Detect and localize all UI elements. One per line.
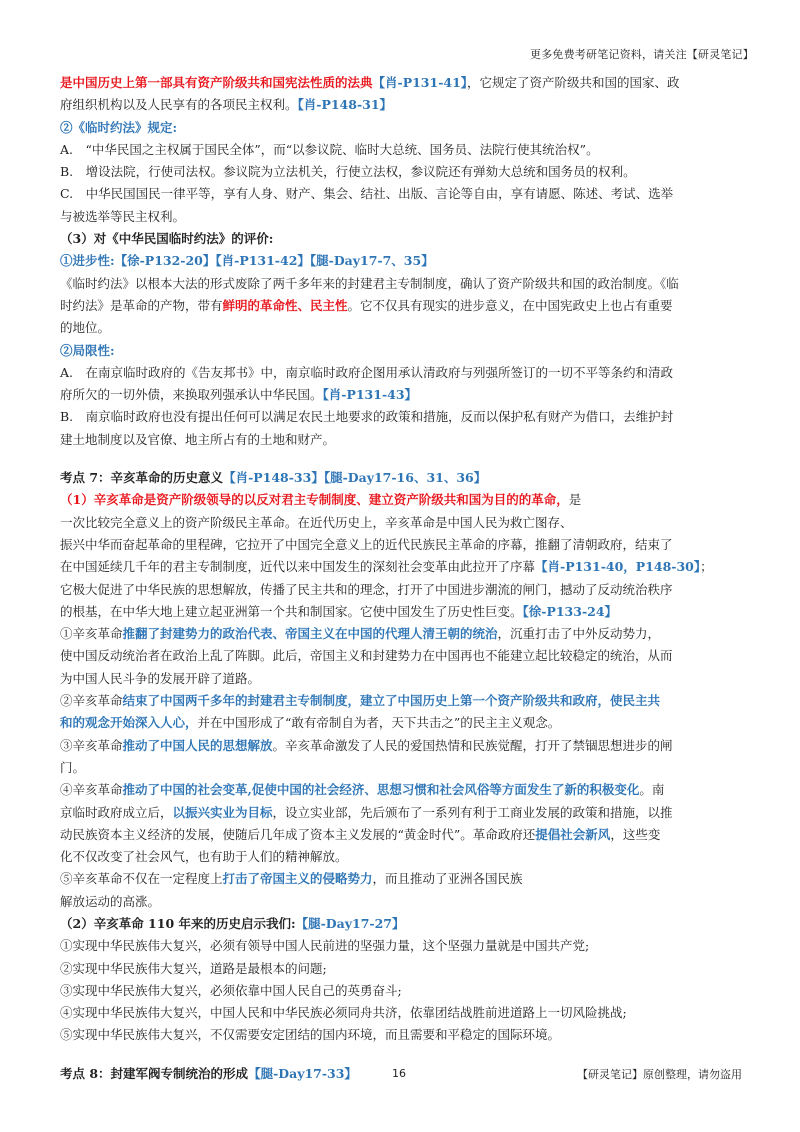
text-run: 门。 — [60, 759, 86, 775]
text-run: 一次比较完全意义上的资产阶级民主革命。在近代历史上，辛亥革命是中国人民为救亡图存、 — [60, 514, 573, 530]
text-run: 考点 8：封建军阀专制统治的形成 — [60, 1065, 249, 1081]
text-line — [60, 161, 746, 183]
text-run: 动民族资本主义经济的发展，使随后几年成了资本主义发展的“黄金时代”。革命政府还 — [60, 826, 536, 842]
text-run: 【肖-P148-33】【腿-Day17-16、31、36】 — [223, 470, 487, 486]
text-line — [60, 94, 746, 116]
text-line — [60, 958, 746, 980]
text-run: ，沉重打击了中外反动势力， — [497, 626, 661, 642]
text-line — [60, 534, 746, 556]
text-run: ④辛亥革命 — [60, 782, 123, 798]
text-line — [60, 913, 746, 935]
text-run: 化不仅改变了社会风气，也有助于人们的精神解放。 — [60, 849, 348, 865]
text-run: 是 — [568, 492, 582, 508]
text-run: A. “中华民国之主权属于国民全体”，而“以参议院、临时大总统、国务员、法院行使其统治权”。 — [60, 141, 599, 157]
text-run: 《临时约法》以根本大法的形式废除了两千多年来的封建君主专制制度，确认了资产阶级共和国的政治制度。《临 — [60, 275, 679, 291]
text-line — [60, 273, 746, 295]
text-line — [60, 340, 746, 362]
text-line — [60, 980, 746, 1002]
text-run: ③实现中华民族伟大复兴，必须依靠中国人民自己的英勇奋斗; — [60, 982, 402, 998]
text-run: 【肖-P131-43】 — [322, 387, 418, 403]
text-run: 提倡社会新风 — [535, 826, 611, 842]
text-line — [60, 735, 746, 757]
text-line — [60, 206, 746, 228]
text-run: 并在中国形成了“敢有帝制自为者，天下共击之”的民主主义观念。 — [197, 715, 561, 731]
text-run: 【腿-Day17-27】 — [295, 915, 405, 931]
text-run: 为中国人民斗争的发展开辟了道路。 — [60, 670, 261, 686]
text-run: 。它不仅具有现实的进步意义，在中国宪政史上也占有重要 — [347, 297, 673, 313]
text-run: （1）辛亥革命是资产阶级领导的以反对君主专制制度、建立资产阶级共和国为目的的革命， — [60, 492, 569, 508]
text-line — [60, 891, 746, 913]
text-line — [60, 779, 746, 801]
text-line — [60, 467, 746, 489]
text-line — [60, 228, 746, 250]
text-line — [60, 384, 746, 406]
text-run: ①实现中华民族伟大复兴，必须有领导中国人民前进的坚强力量，这个坚强力量就是中国共产党; — [60, 938, 590, 954]
text-run: 的地位。 — [60, 320, 111, 336]
text-run: 【腿-Day17-33】 — [248, 1065, 357, 1081]
text-line — [60, 556, 746, 578]
text-run: 【徐-P133-24】 — [522, 603, 618, 619]
text-line — [60, 1024, 746, 1046]
text-run: 。南 — [639, 782, 665, 798]
text-run: ，它规定了资产阶级共和国的国家、政 — [467, 75, 680, 90]
text-run: 【肖-P131-40，P148-30】 — [535, 559, 701, 575]
text-run: ①辛亥革命 — [60, 626, 123, 642]
text-run: ④实现中华民族伟大复兴，中国人民和中华民族必须同舟共济，依靠团结战胜前进道路上一切风险挑战; — [60, 1005, 627, 1021]
text-run: 建土地制度以及官僚、地主所占有的土地和财产。 — [60, 431, 336, 447]
text-run: 考点 7：辛亥革命的历史意义 — [60, 470, 224, 486]
text-run: 【肖-P148-31】 — [297, 97, 393, 113]
page-number: 16 — [392, 1067, 406, 1080]
page-body — [60, 72, 746, 1085]
text-run: 解放运动的高涨。 — [60, 893, 161, 909]
text-line — [60, 429, 746, 451]
text-run: ②实现中华民族伟大复兴，道路是最根本的问题; — [60, 960, 327, 976]
text-run: ③辛亥革命 — [60, 737, 123, 753]
text-line — [60, 757, 746, 779]
text-line — [60, 935, 746, 957]
text-run: 京临时政府成立后， — [60, 804, 173, 820]
text-line — [60, 668, 746, 690]
text-line — [60, 601, 746, 623]
text-run: ①进步性:【徐-P132-20】【肖-P131-42】【腿-Day17-7、35】 — [60, 253, 434, 269]
text-run: ②《临时约法》规定: — [60, 119, 178, 135]
text-run: B. 南京临时政府也没有提出任何可以满足农民土地要求的政策和措施，反而以保护私有财产为借口，去维护封 — [60, 409, 674, 425]
text-run: C. 中华民国国民一律平等，享有人身、财产、集会、结社、出版、言论等自由，享有请愿、陈述、考试、选举 — [60, 186, 674, 202]
text-line — [60, 489, 746, 511]
text-run: 推动了中国的社会变革,促使中国的社会经济、思想习惯和社会风俗等方面发生了新的积极变化 — [122, 782, 640, 798]
text-run: A. 在南京临时政府的《告友邦书》中，南京临时政府企图用承认清政府与列强所签订的一切不平等条约和清政 — [60, 364, 674, 380]
text-run: 使中国反动统治者在政治上乱了阵脚。此后，帝国主义和封建势力在中国再也不能建立起比较稳定的统治，从而 — [60, 648, 673, 664]
text-run: 。辛亥革命激发了人民的爱国热情和民族觉醒，打开了禁锢思想进步的闸 — [272, 737, 673, 753]
text-line — [60, 579, 746, 601]
text-run: 【肖-P131-41】 — [372, 75, 468, 90]
text-line — [60, 512, 746, 534]
text-line — [60, 824, 746, 846]
text-line — [60, 295, 746, 317]
text-run: 的根基，在中华大地上建立起亚洲第一个共和制国家。它使中国发生了历史性巨变。 — [60, 603, 523, 619]
text-run: ⑤实现中华民族伟大复兴，不仅需要安定团结的国内环境，而且需要和平稳定的国际环境。 — [60, 1027, 561, 1043]
text-run: ②局限性: — [60, 342, 115, 358]
text-run: 它极大促进了中华民族的思想解放，传播了民主共和的理念，打开了中国进步潮流的闸门，撼动了反动统治秩序 — [60, 581, 673, 597]
footer-note: 【研灵笔记】原创整理，请勿盗用 — [577, 1068, 742, 1081]
text-run: 振兴中华而奋起革命的里程碑，它拉开了中国完全意义上的近代民族民主革命的序幕，推翻了清朝政府，结束了 — [60, 536, 673, 552]
text-line — [60, 645, 746, 667]
paragraph-spacer — [60, 1047, 746, 1063]
text-line — [60, 712, 746, 734]
text-run: 府所欠的一切外债，来换取列强承认中华民国。 — [60, 387, 323, 403]
text-run: ②辛亥革命 — [60, 693, 123, 709]
text-run: 和的观念开始深入人心， — [60, 715, 198, 731]
text-line — [60, 362, 746, 384]
text-run: B. 增设法院，行使司法权。参议院为立法机关，行使立法权，参议院还有弹劾大总统和国务员的权利。 — [60, 164, 636, 180]
text-run: ； — [700, 559, 713, 575]
text-line — [60, 1002, 746, 1024]
text-run: 是中国历史上第一部具有资产阶级共和国宪法性质的法典 — [60, 75, 373, 90]
text-run: ，而且推动了亚洲各国民族 — [372, 871, 523, 887]
text-run: （3）对《中华民国临时约法》的评价: — [60, 231, 274, 247]
text-line — [60, 317, 746, 339]
text-run: 推动了中国人民的思想解放 — [122, 737, 273, 753]
text-run: 鲜明的革命性、民主性 — [222, 297, 348, 313]
text-run: （2）辛亥革命 110 年来的历史启示我们: — [60, 915, 296, 931]
text-line — [60, 250, 746, 272]
text-run: ，设立实业部，先后颁布了一系列有利于工商业发展的政策和措施，以推 — [272, 804, 673, 820]
text-line — [60, 406, 746, 428]
text-run: 在中国延续几千年的君主专制制度，近代以来中国发生的深刻社会变革由此拉开了序幕 — [60, 559, 536, 575]
text-line — [60, 72, 746, 94]
text-run: 府组织机构以及人民享有的各项民主权利。 — [60, 97, 298, 113]
text-run: ⑤辛亥革命不仅在一定程度上 — [60, 871, 223, 887]
text-run: 打击了帝国主义的侵略势力 — [222, 871, 373, 887]
text-line — [60, 183, 746, 205]
text-run: ，这些变 — [610, 826, 661, 842]
text-line — [60, 117, 746, 139]
page-header: 更多免费考研笔记资料，请关注【研灵笔记】 — [530, 48, 754, 61]
text-line — [60, 139, 746, 161]
text-line — [60, 802, 746, 824]
text-run: 与被选举等民主权利。 — [60, 208, 186, 224]
text-line — [60, 690, 746, 712]
text-run: 以振兴实业为目标 — [172, 804, 273, 820]
text-line — [60, 868, 746, 890]
text-line — [60, 846, 746, 868]
paragraph-spacer — [60, 451, 746, 467]
text-line — [60, 623, 746, 645]
text-run: 推翻了封建势力的政治代表、帝国主义在中国的代理人清王朝的统治 — [122, 626, 498, 642]
text-run: 结束了中国两千多年的封建君主专制制度，建立了中国历史上第一个资产阶级共和政府，使民主共 — [122, 693, 661, 709]
text-run: 时约法》是革命的产物，带有 — [60, 297, 223, 313]
